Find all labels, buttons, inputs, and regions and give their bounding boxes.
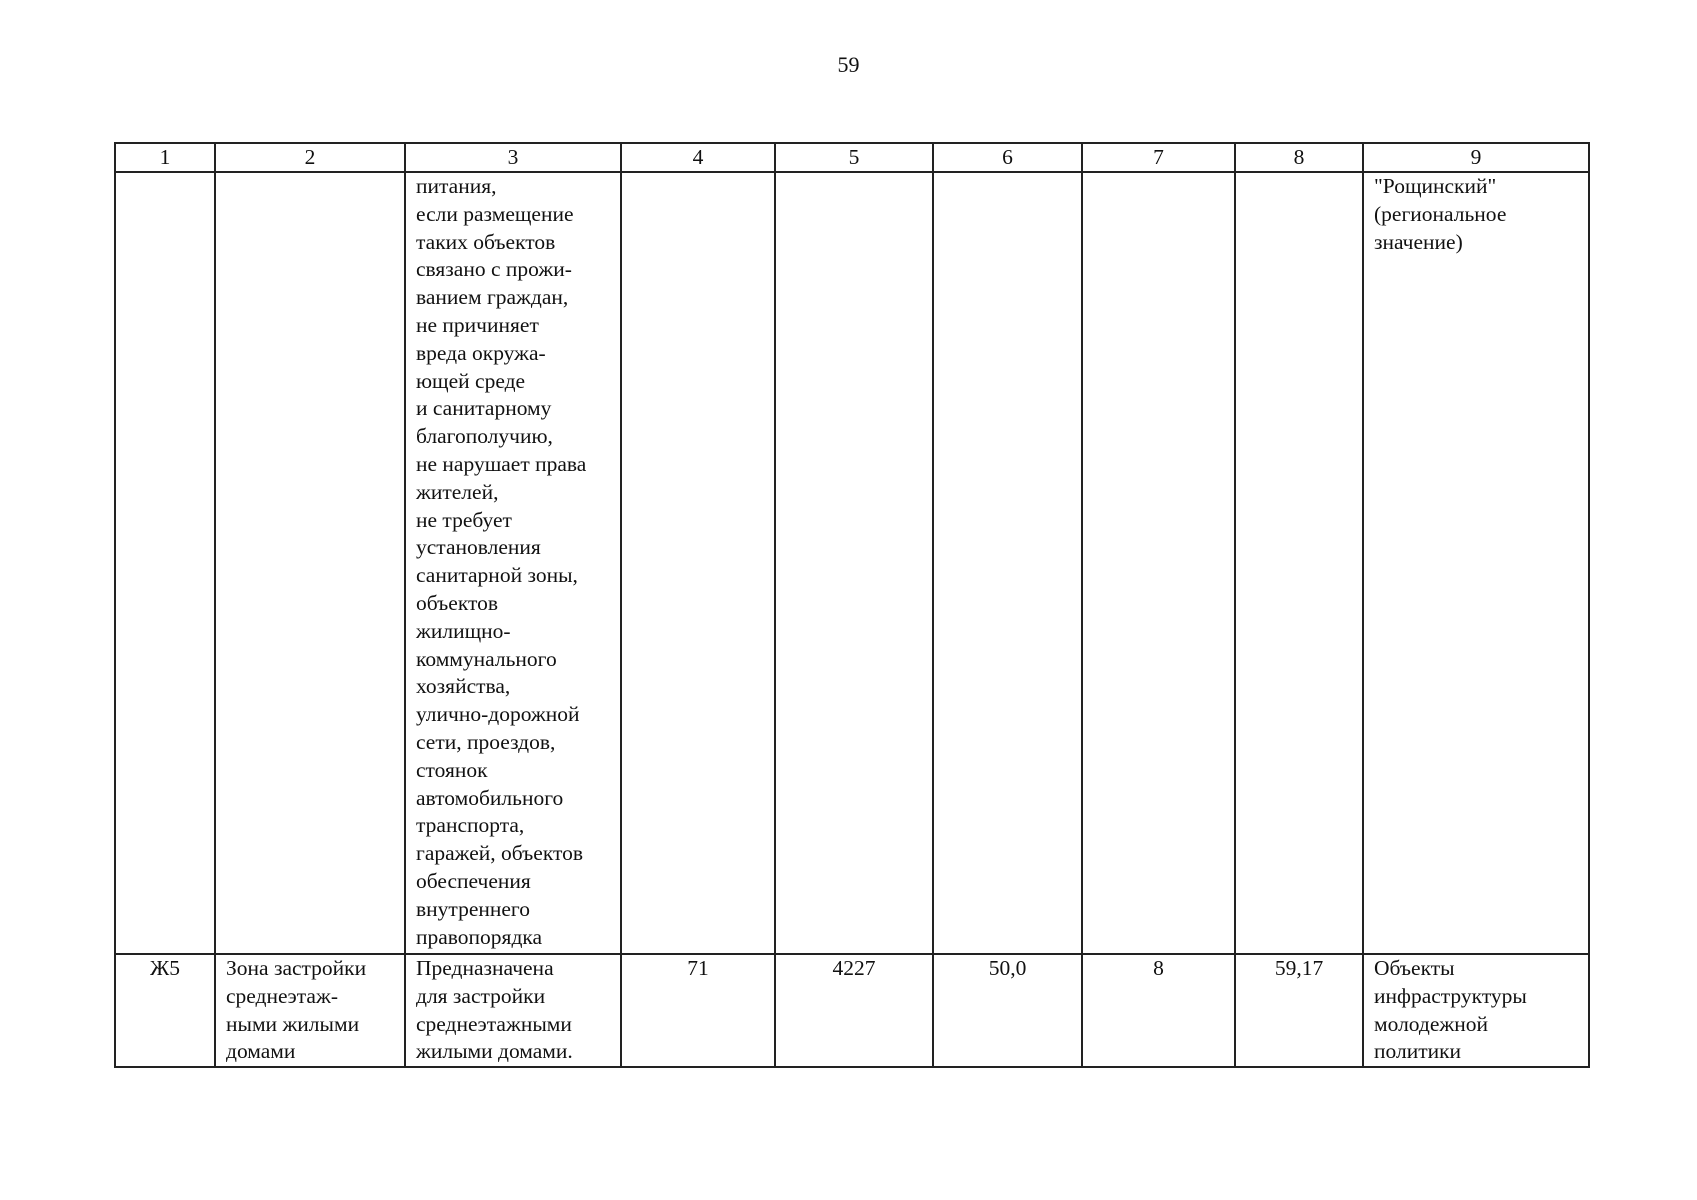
column-header-5: 5 — [775, 143, 933, 172]
column-header-4: 4 — [621, 143, 775, 172]
cell-zone-purpose: Предназначена для застройки среднеэтажными жилыми домами. — [405, 954, 621, 1067]
cell-col8: 59,17 — [1235, 954, 1363, 1067]
cell-col8 — [1235, 172, 1363, 954]
cell-zone-code: Ж5 — [115, 954, 215, 1067]
column-header-3: 3 — [405, 143, 621, 172]
page-number: 59 — [837, 52, 860, 77]
cell-col4 — [621, 172, 775, 954]
cell-objects: Объекты инфраструктуры молодежной политики — [1363, 954, 1589, 1067]
cell-col7 — [1082, 172, 1235, 954]
table-row-zh5 — [115, 954, 1589, 1067]
cell-col5 — [775, 172, 933, 954]
cell-col5: 4227 — [775, 954, 933, 1067]
column-header-7: 7 — [1082, 143, 1235, 172]
column-header-8: 8 — [1235, 143, 1363, 172]
table-row-continuation — [115, 172, 1589, 954]
column-header-1: 1 — [115, 143, 215, 172]
cell-zone-code — [115, 172, 215, 954]
cell-col6 — [933, 172, 1082, 954]
column-header-2: 2 — [215, 143, 405, 172]
cell-zone-name: Зона застройки среднеэтаж- ными жилыми домами — [215, 954, 405, 1067]
zoning-table — [114, 142, 1590, 1068]
cell-col6: 50,0 — [933, 954, 1082, 1067]
cell-objects: "Рощинский" (региональное значение) — [1363, 172, 1589, 954]
cell-col4: 71 — [621, 954, 775, 1067]
cell-zone-purpose: питания, если размещение таких объектов связано с прожи- ванием граждан, не причиняет вреда окружа- ющей среде и санитарному благополучию, не нарушает права жителей, не требует установления санитарной зоны, объектов жилищно- коммунального хозяйства, улично-дорожной сети, проездов, стоянок автомобильного транспорта, гаражей, объектов обеспечения внутреннего правопорядка — [405, 172, 621, 954]
table-header-row — [115, 143, 1589, 172]
cell-zone-name — [215, 172, 405, 954]
column-header-6: 6 — [933, 143, 1082, 172]
column-header-9: 9 — [1363, 143, 1589, 172]
cell-col7: 8 — [1082, 954, 1235, 1067]
